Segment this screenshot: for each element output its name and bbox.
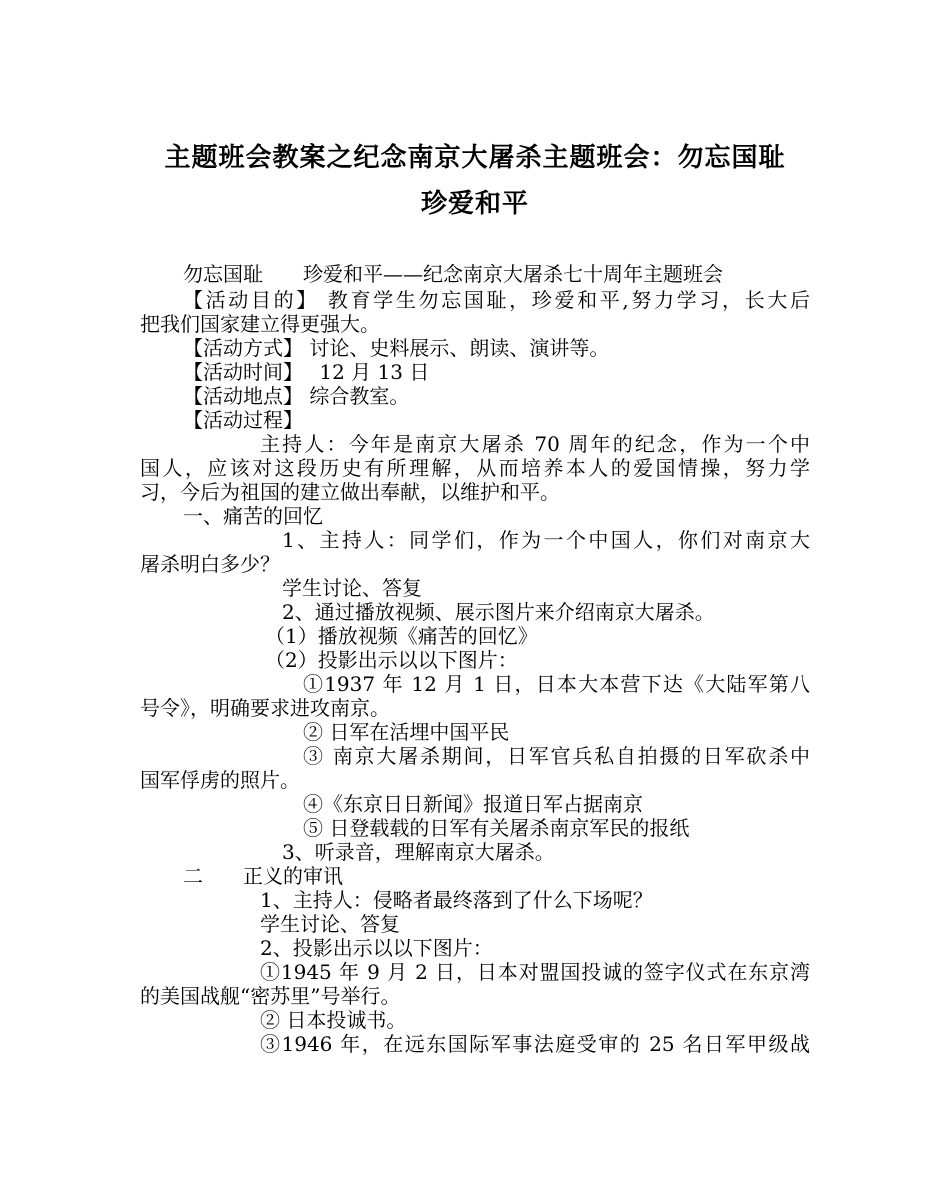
s1-discussion: 学生讨论、答复 <box>282 576 422 600</box>
host-intro-line-1: 主持人：今年是南京大屠杀 70 周年的纪念，作为一个中 <box>260 432 810 456</box>
method-line: 【活动方式】 讨论、史料展示、朗读、演讲等。 <box>183 336 610 360</box>
picture-2: ② 日军在活埋中国平民 <box>303 720 510 744</box>
s2-picture-2: ② 日本投诚书。 <box>260 1008 407 1032</box>
s2-discussion: 学生讨论、答复 <box>260 912 400 936</box>
purpose-line-2: 把我们国家建立得更强大。 <box>140 312 380 336</box>
picture-5: ⑤ 日登载载的日军有关屠杀南京军民的报纸 <box>303 816 690 840</box>
s2-projection: 2、投影出示以以下图片： <box>260 936 493 960</box>
s2-picture-3-line-1: ③1946 年，在远东国际军事法庭受审的 25 名日军甲级战 <box>260 1032 810 1056</box>
host-intro-line-3: 习，今后为祖国的建立做出奉献，以维护和平。 <box>140 480 560 504</box>
document-title-line-1: 主题班会教案之纪念南京大屠杀主题班会：勿忘国耻 <box>164 143 786 173</box>
s1-item-2: 2、通过播放视频、展示图片来介绍南京大屠杀。 <box>282 600 715 624</box>
picture-3-line-2: 国军俘虏的照片。 <box>140 768 300 792</box>
picture-1-line-2: 号令》，明确要求进攻南京。 <box>140 696 390 720</box>
purpose-line-1: 【活动目的】 教育学生勿忘国耻，珍爱和平,努力学习，长大后 <box>183 288 810 312</box>
process-heading: 【活动过程】 <box>183 408 303 432</box>
subtitle: 勿忘国耻 珍爱和平——纪念南京大屠杀七十周年主题班会 <box>183 262 723 286</box>
section-2-heading: 二 正义的审讯 <box>183 864 343 888</box>
s1-question-line-1: 1、主持人：同学们，作为一个中国人，你们对南京大 <box>282 528 810 552</box>
host-intro-line-2: 国人，应该对这段历史有所理解，从而培养本人的爱国情操，努力学 <box>140 456 810 480</box>
picture-1-line-1: ①1937 年 12 月 1 日，日本大本营下达《大陆军第八 <box>303 672 810 696</box>
s1-item-3: 3、听录音，理解南京大屠杀。 <box>282 840 555 864</box>
s2-question: 1、主持人：侵略者最终落到了什么下场呢？ <box>260 888 653 912</box>
s1-video: （1）播放视频《痛苦的回忆》 <box>265 624 538 648</box>
s1-question-line-2: 屠杀明白多少？ <box>140 552 280 576</box>
time-line: 【活动时间】 12 月 13 日 <box>183 360 430 384</box>
picture-3-line-1: ③ 南京大屠杀期间，日军官兵私自拍摄的日军砍杀中 <box>303 744 810 768</box>
s1-projection: （2）投影出示以以下图片： <box>265 648 518 672</box>
place-line: 【活动地点】 综合教室。 <box>183 384 410 408</box>
section-1-heading: 一、痛苦的回忆 <box>183 504 323 528</box>
document-title-line-2: 珍爱和平 <box>420 189 529 219</box>
s2-picture-1-line-1: ①1945 年 9 月 2 日，日本对盟国投诚的签字仪式在东京湾 <box>260 960 810 984</box>
picture-4: ④《东京日日新闻》报道日军占据南京 <box>303 792 643 816</box>
s2-picture-1-line-2: 的美国战舰“密苏里”号举行。 <box>140 984 401 1008</box>
